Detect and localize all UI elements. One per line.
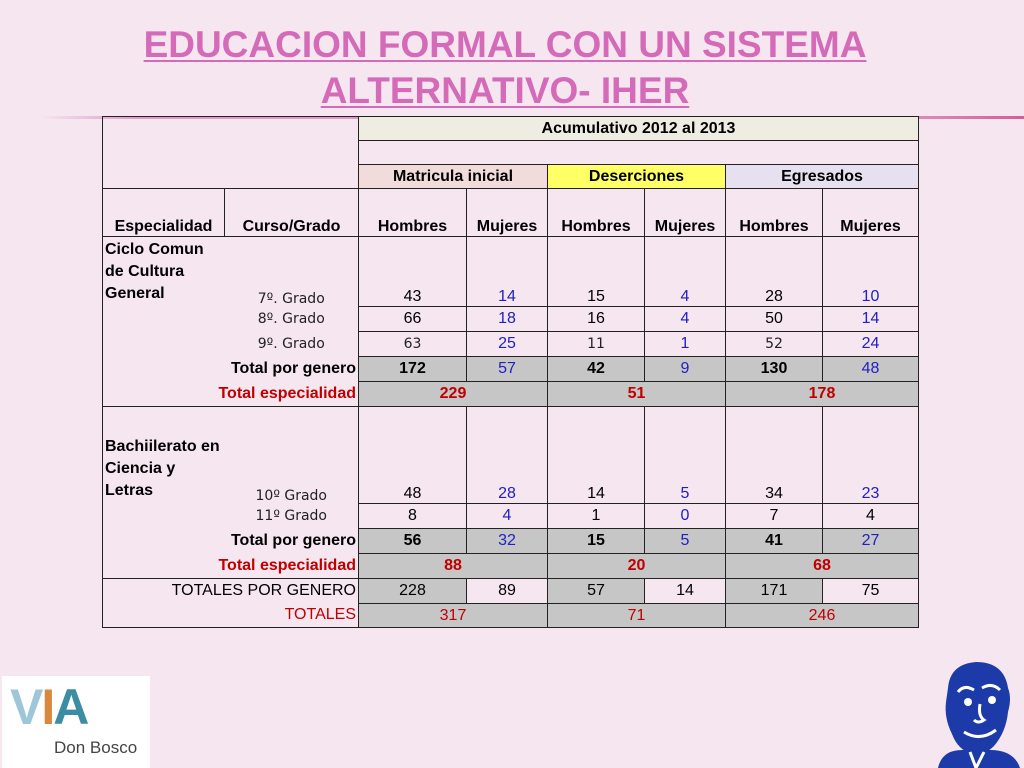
col-eg-mujeres: Mujeres xyxy=(823,189,919,237)
total-cell: 48 xyxy=(823,357,919,382)
group-matricula: Matricula inicial xyxy=(359,165,548,189)
grado-cell: 8º. Grado xyxy=(225,307,359,332)
value-cell: 34 xyxy=(726,407,823,504)
logo-letter-a: A xyxy=(53,679,88,735)
corner-cell xyxy=(103,117,359,189)
group-egresados: Egresados xyxy=(726,165,919,189)
total-especialidad-eg: 68 xyxy=(726,554,919,579)
value-cell: 10 xyxy=(823,237,919,307)
title-line-1: EDUCACION FORMAL CON UN SISTEMA xyxy=(143,24,867,65)
col-curso: Curso/Grado xyxy=(225,189,359,237)
value-cell: 7 xyxy=(726,504,823,529)
logo-letter-i: I xyxy=(41,679,54,735)
total-especialidad-de: 20 xyxy=(548,554,726,579)
grand-total-cell: 14 xyxy=(645,579,726,604)
col-de-mujeres: Mujeres xyxy=(645,189,726,237)
total-especialidad-label: Total especialidad xyxy=(103,554,359,579)
title-line-2: ALTERNATIVO- IHER xyxy=(320,70,690,111)
value-cell: 4 xyxy=(823,504,919,529)
totales-label: TOTALES xyxy=(103,604,359,628)
value-cell: 14 xyxy=(823,307,919,332)
value-cell: 18 xyxy=(467,307,548,332)
value-cell: 16 xyxy=(548,307,645,332)
total-especialidad-label: Total especialidad xyxy=(103,382,359,407)
value-cell: 0 xyxy=(645,504,726,529)
especialidad-ciclo: Ciclo Comun de Cultura General xyxy=(103,237,225,307)
logo-letter-v: V xyxy=(10,679,42,735)
total-cell: 130 xyxy=(726,357,823,382)
value-cell: 4 xyxy=(645,237,726,307)
totales-eg: 246 xyxy=(726,604,919,628)
total-especialidad-eg: 178 xyxy=(726,382,919,407)
value-cell: 4 xyxy=(645,307,726,332)
value-cell: 15 xyxy=(548,237,645,307)
totales-de: 71 xyxy=(548,604,726,628)
education-table xyxy=(102,116,919,628)
total-especialidad-mi: 229 xyxy=(359,382,548,407)
total-especialidad-mi: 88 xyxy=(359,554,548,579)
value-cell: 28 xyxy=(726,237,823,307)
value-cell: 43 xyxy=(359,237,467,307)
grand-total-cell: 75 xyxy=(823,579,919,604)
value-cell: 50 xyxy=(726,307,823,332)
value-cell: 66 xyxy=(359,307,467,332)
total-cell: 15 xyxy=(548,529,645,554)
via-don-bosco-logo xyxy=(2,676,150,768)
value-cell: 11 xyxy=(548,332,645,357)
via-wordmark xyxy=(10,678,87,736)
grand-total-cell: 228 xyxy=(359,579,467,604)
logo-subtitle: Don Bosco xyxy=(54,738,138,757)
grado-cell: 7º. Grado xyxy=(225,237,359,307)
value-cell: 24 xyxy=(823,332,919,357)
col-especialidad: Especialidad xyxy=(103,189,225,237)
value-cell: 28 xyxy=(467,407,548,504)
totales-mi: 317 xyxy=(359,604,548,628)
value-cell: 5 xyxy=(645,407,726,504)
total-cell: 172 xyxy=(359,357,467,382)
total-cell: 5 xyxy=(645,529,726,554)
value-cell: 23 xyxy=(823,407,919,504)
group-deserciones: Deserciones xyxy=(548,165,726,189)
col-mi-mujeres: Mujeres xyxy=(467,189,548,237)
blank-header-row xyxy=(359,141,919,165)
grado-cell: 9º. Grado xyxy=(225,332,359,357)
col-mi-hombres: Hombres xyxy=(359,189,467,237)
grand-total-cell: 171 xyxy=(726,579,823,604)
col-de-hombres: Hombres xyxy=(548,189,645,237)
total-genero-label: Total por genero xyxy=(103,357,359,382)
value-cell: 1 xyxy=(548,504,645,529)
value-cell: 63 xyxy=(359,332,467,357)
total-cell: 27 xyxy=(823,529,919,554)
value-cell: 52 xyxy=(726,332,823,357)
total-genero-label: Total por genero xyxy=(103,529,359,554)
value-cell: 8 xyxy=(359,504,467,529)
value-cell: 4 xyxy=(467,504,548,529)
grand-total-cell: 57 xyxy=(548,579,645,604)
total-cell: 41 xyxy=(726,529,823,554)
total-cell: 57 xyxy=(467,357,548,382)
col-eg-hombres: Hombres xyxy=(726,189,823,237)
total-cell: 56 xyxy=(359,529,467,554)
total-especialidad-de: 51 xyxy=(548,382,726,407)
total-cell: 32 xyxy=(467,529,548,554)
grand-total-cell: 89 xyxy=(467,579,548,604)
slide-title xyxy=(0,22,1010,114)
period-header: Acumulativo 2012 al 2013 xyxy=(359,117,919,141)
value-cell: 14 xyxy=(548,407,645,504)
total-cell: 42 xyxy=(548,357,645,382)
value-cell: 1 xyxy=(645,332,726,357)
grado-cell: 10º Grado xyxy=(225,407,359,504)
value-cell: 48 xyxy=(359,407,467,504)
especialidad-bach: Bachiilerato en Ciencia y Letras xyxy=(103,407,225,504)
value-cell: 14 xyxy=(467,237,548,307)
total-cell: 9 xyxy=(645,357,726,382)
totales-genero-label: TOTALES POR GENERO xyxy=(103,579,359,604)
grado-cell: 11º Grado xyxy=(225,504,359,529)
don-bosco-portrait-icon xyxy=(928,658,1024,768)
value-cell: 25 xyxy=(467,332,548,357)
